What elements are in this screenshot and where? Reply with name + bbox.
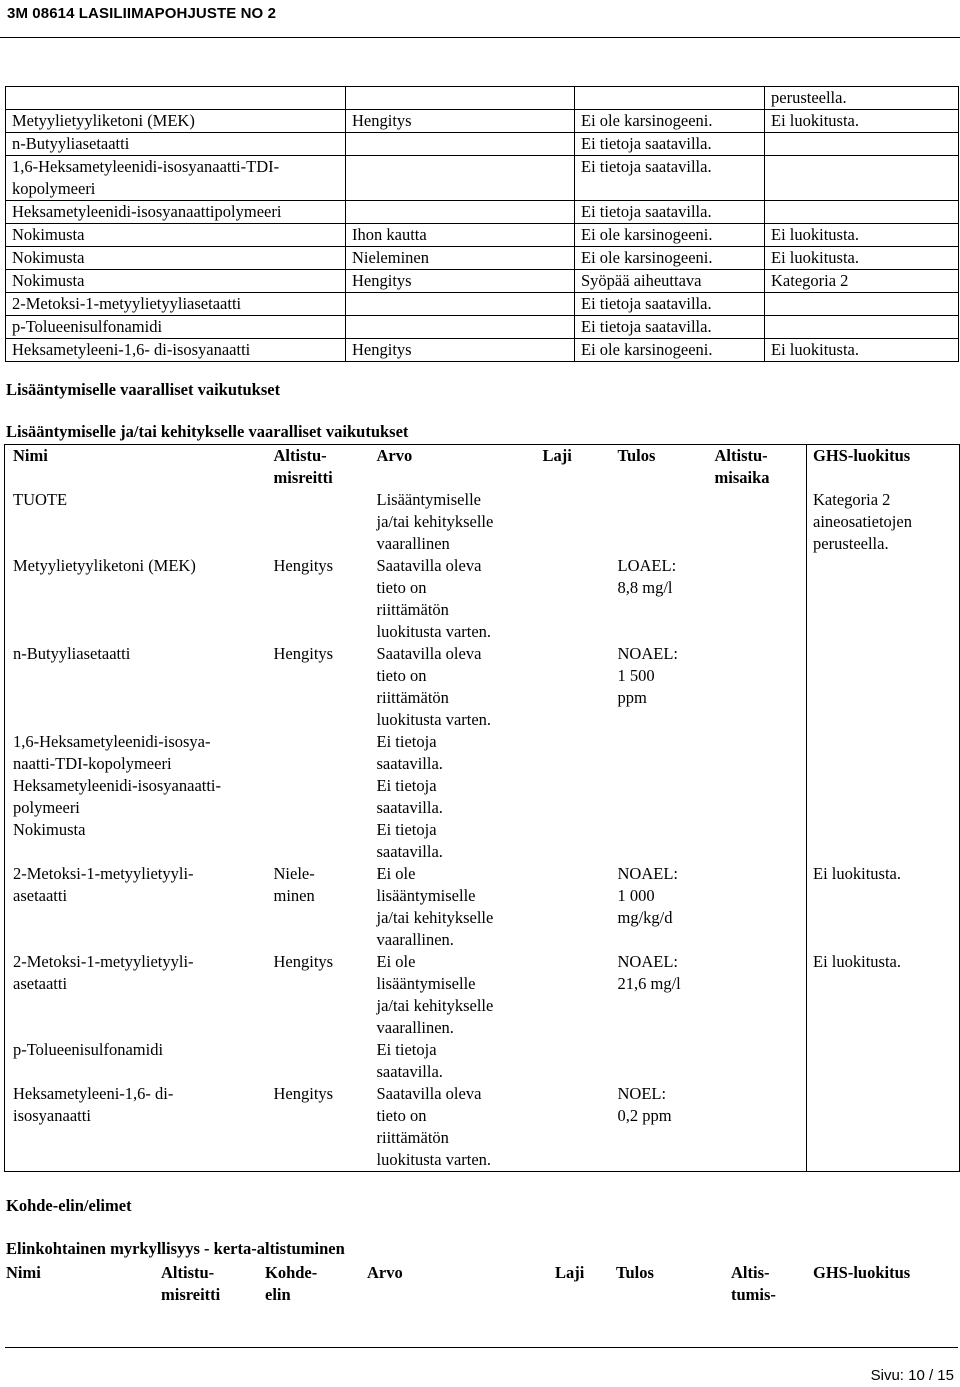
table-cell	[274, 819, 377, 863]
table-row	[6, 224, 959, 247]
table-cell: 1,6-Heksametyleenidi-isosya- naatti-TDI-kopolymeeri	[13, 732, 211, 773]
table-cell	[543, 1039, 618, 1083]
table-cell	[543, 731, 618, 775]
table-cell: 2-Metoksi-1-metyylietyyli- asetaatti	[13, 864, 194, 905]
table-cell	[575, 87, 765, 110]
table-cell: Ei luokitusta.	[765, 247, 959, 270]
table-cell	[765, 293, 959, 316]
table-cell: Ei tietoja saatavilla.	[376, 776, 443, 817]
table-cell	[807, 731, 960, 775]
table-cell: Ei ole lisääntymiselle ja/tai kehitykselle vaarallinen.	[376, 864, 494, 949]
stot-single-table	[6, 1262, 956, 1306]
table-cell: Ei ole karsinogeeni.	[575, 224, 765, 247]
table-cell: Ei tietoja saatavilla.	[575, 201, 765, 224]
table-cell: Saatavilla oleva tieto on riittämätön luokitusta varten.	[376, 644, 492, 729]
table-cell: Hengitys	[273, 1084, 334, 1103]
column-header: Laji	[542, 446, 572, 465]
table-cell	[543, 775, 618, 819]
table-cell	[807, 643, 960, 731]
table-cell: Nokimusta	[6, 270, 346, 293]
column-header: Altis- tumis-	[731, 1263, 776, 1304]
table-cell	[274, 731, 377, 775]
table-cell: NOAEL: 21,6 mg/l	[617, 952, 681, 993]
table-cell: Kategoria 2 aineosatietojen perusteella.	[807, 489, 960, 555]
table-cell	[715, 1083, 807, 1171]
table-cell	[807, 775, 960, 819]
table-cell: Niele- minen	[273, 864, 315, 905]
table-header-row	[5, 445, 960, 490]
table-cell: n-Butyyliasetaatti	[13, 644, 131, 663]
table-cell	[715, 1171, 807, 1172]
table-cell	[274, 775, 377, 819]
table-cell: Ei luokitusta.	[807, 951, 960, 1039]
table-row	[5, 863, 960, 951]
table-cell	[6, 87, 346, 110]
table-cell	[543, 819, 618, 863]
table-cell: Hengitys	[273, 952, 334, 971]
table-cell	[715, 951, 807, 1039]
table-cell	[765, 133, 959, 156]
column-header: Nimi	[6, 1263, 41, 1282]
table-row	[5, 1083, 960, 1171]
table-cell: Ei ole lisääntymiselle ja/tai kehitykselle vaarallinen.	[376, 952, 494, 1037]
table-cell	[765, 316, 959, 339]
table-cell	[807, 1171, 960, 1172]
table-row	[6, 293, 959, 316]
table-cell	[346, 201, 575, 224]
table-cell	[618, 775, 715, 819]
table-cell	[543, 1083, 618, 1171]
column-header: Nimi	[13, 446, 48, 465]
table-cell	[543, 1171, 618, 1172]
table-cell: Syöpää aiheuttava	[575, 270, 765, 293]
table-cell: LOAEL: 8,8 mg/l	[617, 556, 677, 597]
table-cell	[543, 489, 618, 555]
table-row	[5, 775, 960, 819]
table-cell	[618, 731, 715, 775]
table-cell	[765, 156, 959, 201]
table-cell: Ei tietoja saatavilla.	[575, 156, 765, 201]
table-cell: Hengitys	[273, 644, 334, 663]
table-cell: Metyylietyyliketoni (MEK)	[6, 110, 346, 133]
column-header: Altistu- misreitti	[161, 1263, 221, 1304]
table-cell: Ei luokitusta.	[765, 110, 959, 133]
table-cell: Hengitys	[346, 339, 575, 362]
table-cell: NOEL: 0,2 ppm	[617, 1084, 672, 1125]
carcinogenicity-table	[5, 86, 959, 362]
column-header: Arvo	[376, 446, 413, 465]
table-cell	[346, 316, 575, 339]
table-cell: Nokimusta	[13, 820, 86, 839]
table-cell: Nieleminen	[346, 247, 575, 270]
table-row	[5, 1039, 960, 1083]
table-cell: Ei tietoja saatavilla.	[376, 1040, 443, 1081]
table-cell: Hengitys	[346, 110, 575, 133]
header-divider	[0, 37, 960, 38]
table-cell	[618, 1171, 715, 1172]
column-header: Laji	[555, 1263, 585, 1282]
table-row	[6, 133, 959, 156]
table-cell	[715, 489, 807, 555]
table-cell	[715, 775, 807, 819]
table-row	[5, 643, 960, 731]
column-header: Arvo	[367, 1263, 403, 1282]
table-cell	[618, 1039, 715, 1083]
table-cell: 2-Metoksi-1-metyylietyyliasetaatti	[6, 293, 346, 316]
document-title: 3M 08614 LASILIIMAPOHJUSTE NO 2	[7, 5, 277, 22]
table-cell: Ei tietoja saatavilla.	[376, 732, 443, 773]
table-cell: p-Tolueenisulfonamidi	[6, 316, 346, 339]
table-cell: Ei luokitusta.	[807, 863, 960, 951]
table-cell	[5, 1171, 274, 1172]
table-cell: TUOTE	[13, 490, 68, 509]
table-cell	[618, 819, 715, 863]
table-cell	[715, 819, 807, 863]
table-cell: Heksametyleeni-1,6- di- isosyanaatti	[13, 1084, 174, 1125]
table-row	[6, 270, 959, 293]
table-cell: NOAEL: 1 500 ppm	[617, 644, 678, 707]
table-cell	[807, 1039, 960, 1083]
table-cell	[807, 1083, 960, 1171]
column-header: Tulos	[617, 446, 656, 465]
table-row	[5, 555, 960, 643]
table-cell	[543, 951, 618, 1039]
table-cell	[618, 489, 715, 555]
footer-divider	[5, 1347, 958, 1348]
table-cell: Nokimusta	[6, 224, 346, 247]
table-cell: Saatavilla oleva tieto on riittämätön luokitusta varten.	[376, 556, 492, 641]
table-row	[6, 110, 959, 133]
table-cell	[274, 489, 377, 555]
table-row	[6, 156, 959, 201]
section-heading-reproductive-developmental: Lisääntymiselle ja/tai kehitykselle vaaralliset vaikutukset	[6, 422, 409, 441]
table-row	[5, 1171, 960, 1172]
table-cell: Saatavilla oleva tieto on riittämätön luokitusta varten.	[376, 1084, 492, 1169]
table-cell: NOAEL: 1 000 mg/kg/d	[617, 864, 678, 927]
table-cell: Ei tietoja saatavilla.	[575, 133, 765, 156]
table-cell	[715, 1039, 807, 1083]
column-header: Tulos	[616, 1263, 654, 1282]
table-cell: Hengitys	[346, 270, 575, 293]
table-cell: Kategoria 2	[765, 270, 959, 293]
table-header-row	[6, 1262, 956, 1306]
section-heading-stot-single: Elinkohtainen myrkyllisyys - kerta-altistuminen	[6, 1239, 345, 1258]
column-header: GHS-luokitus	[807, 445, 960, 490]
table-cell: Lisääntymiselle ja/tai kehitykselle vaarallinen	[376, 490, 494, 553]
table-cell: Heksametyleenidi-isosyanaattipolymeeri	[6, 201, 346, 224]
table-cell	[346, 133, 575, 156]
column-header: Altistu- misreitti	[273, 446, 333, 487]
table-cell: 1,6-Heksametyleenidi-isosyanaatti-TDI- kopolymeeri	[6, 156, 346, 201]
table-cell	[346, 87, 575, 110]
column-header: Kohde- elin	[265, 1263, 318, 1304]
table-cell: Nokimusta	[6, 247, 346, 270]
table-cell	[765, 201, 959, 224]
table-cell: 2-Metoksi-1-metyylietyyli- asetaatti	[13, 952, 194, 993]
table-cell	[543, 643, 618, 731]
table-cell: Metyylietyyliketoni (MEK)	[13, 556, 196, 575]
table-cell: p-Tolueenisulfonamidi	[13, 1040, 164, 1059]
section-heading-target-organs: Kohde-elin/elimet	[6, 1196, 132, 1215]
table-row	[5, 819, 960, 863]
table-cell	[715, 643, 807, 731]
table-cell: Ei tietoja saatavilla.	[376, 820, 443, 861]
table-cell: Heksametyleeni-1,6- di-isosyanaatti	[6, 339, 346, 362]
table-row	[6, 339, 959, 362]
table-cell: Ei ole karsinogeeni.	[575, 247, 765, 270]
reproductive-table	[4, 444, 960, 1172]
table-row	[6, 316, 959, 339]
table-cell	[807, 819, 960, 863]
table-cell	[715, 731, 807, 775]
table-cell	[377, 1171, 543, 1172]
column-header: Altistu- misaika	[714, 446, 770, 487]
table-row	[6, 247, 959, 270]
table-cell: Ei luokitusta.	[765, 224, 959, 247]
table-cell: Ei ole karsinogeeni.	[575, 339, 765, 362]
section-heading-reproductive: Lisääntymiselle vaaralliset vaikutukset	[6, 380, 281, 399]
table-row	[5, 489, 960, 555]
table-cell: Ei tietoja saatavilla.	[575, 293, 765, 316]
table-cell	[715, 863, 807, 951]
table-cell: perusteella.	[765, 87, 959, 110]
table-cell	[274, 1039, 377, 1083]
page-number: Sivu: 10 / 15	[870, 1367, 954, 1384]
table-cell	[543, 863, 618, 951]
table-cell	[807, 555, 960, 643]
table-cell	[346, 293, 575, 316]
table-row	[5, 731, 960, 775]
table-cell	[543, 555, 618, 643]
table-row	[6, 201, 959, 224]
table-row	[5, 951, 960, 1039]
table-cell: Hengitys	[273, 556, 334, 575]
table-cell: Ei luokitusta.	[765, 339, 959, 362]
table-cell: Ihon kautta	[346, 224, 575, 247]
table-cell	[346, 156, 575, 201]
table-cell	[274, 1171, 377, 1172]
table-cell: Heksametyleenidi-isosyanaatti- polymeeri	[13, 776, 222, 817]
table-cell: n-Butyyliasetaatti	[6, 133, 346, 156]
table-cell: Ei ole karsinogeeni.	[575, 110, 765, 133]
table-cell	[715, 555, 807, 643]
table-cell: Ei tietoja saatavilla.	[575, 316, 765, 339]
table-row	[6, 87, 959, 110]
column-header: GHS-luokitus	[813, 1263, 911, 1282]
